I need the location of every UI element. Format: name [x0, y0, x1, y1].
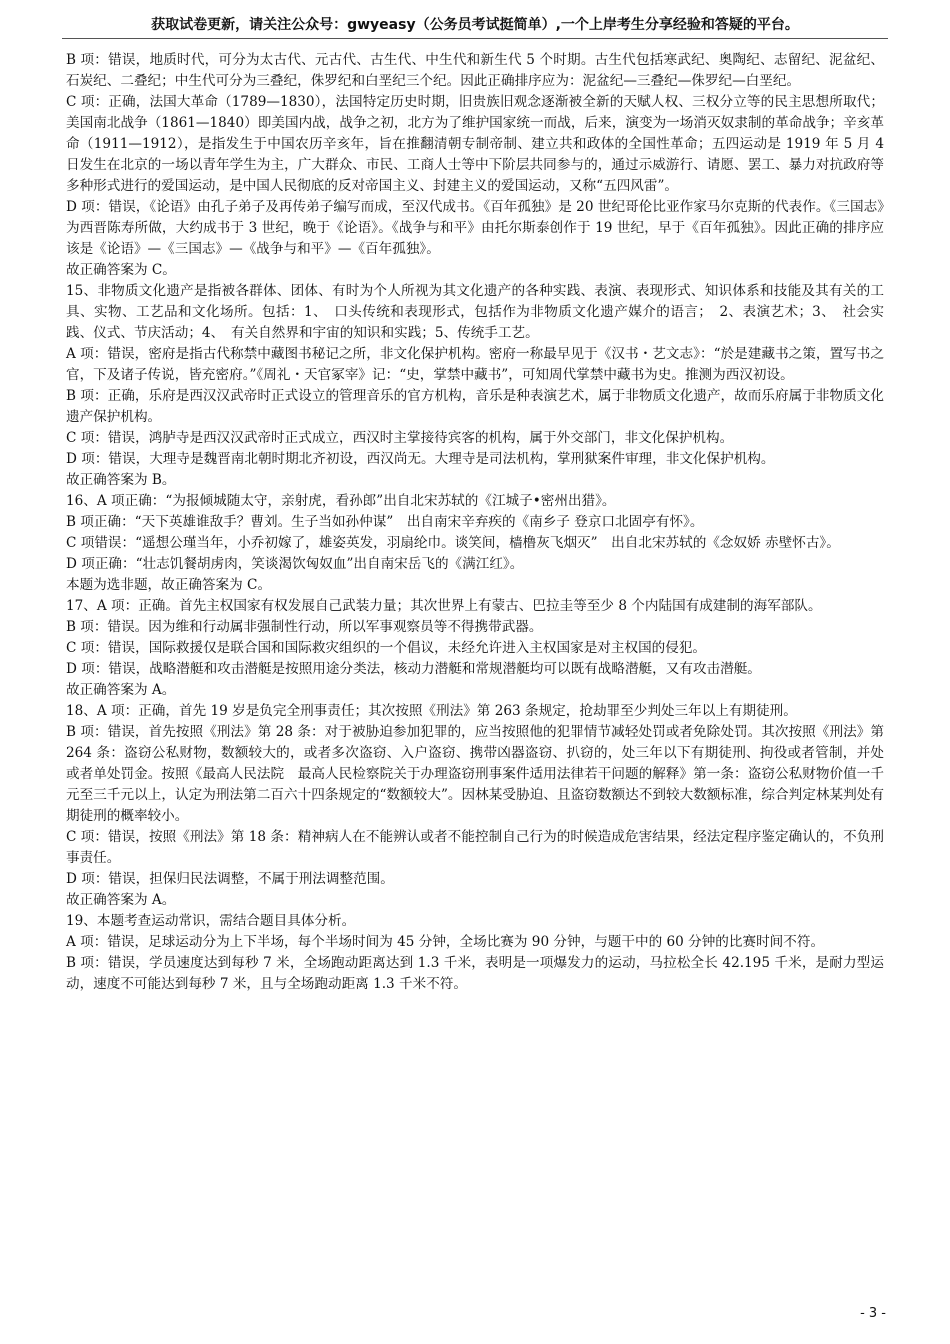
paragraph: C 项错误：“遥想公瑾当年，小乔初嫁了，雄姿英发，羽扇纶巾。谈笑间，樯橹灰飞烟灭” 出自北宋苏轼的《念奴娇 赤壁怀古》。	[66, 535, 840, 551]
paragraph: 19、本题考查运动常识，需结合题目具体分析。	[66, 913, 356, 929]
paragraph: D 项：错误，《论语》由孔子弟子及再传弟子编写而成，至汉代成书。《百年孤独》是 20 世纪哥伦比亚作家马尔克斯的代表作。《三国志》为西晋陈寿所做，大约成书于 3 世纪，晚于《论语》。《战争与和平》由托尔斯泰创作于 19 世纪，早于《百年孤独》。因此正确的排序应该是《论语》—《三国志》—《战争与和平》—《百年孤独》。	[66, 199, 884, 257]
paragraph: C 项：正确，法国大革命（1789—1830），法国特定历史时期，旧贵族旧观念逐渐被全新的天赋人权、三权分立等的民主思想所取代；美国南北战争（1861—1840）即美国内战，战争之初，北方为了维护国家统一而战，后来，演变为一场消灭奴隶制的革命战争；辛亥革命（1911—1912），是指发生于中国农历辛亥年，旨在推翻清朝专制帝制、建立共和政体的全国性革命；五四运动是 1919 年 5 月 4 日发生在北京的一场以青年学生为主，广大群众、市民、工商人士等中下阶层共同参与的，通过示威游行、请愿、罢工、暴力对抗政府等多种形式进行的爱国运动，是中国人民彻底的反对帝国主义、封建主义的爱国运动，又称“五四风雷”。	[66, 94, 884, 194]
paragraph: 故正确答案为 A。	[66, 892, 176, 908]
paragraph: 故正确答案为 A。	[66, 682, 176, 698]
paragraph: C 项：错误，国际救援仅是联合国和国际救灾组织的一个倡议，未经允许进入主权国家是对主权国的侵犯。	[66, 640, 707, 656]
paragraph: D 项：错误，大理寺是魏晋南北朝时期北齐初设，西汉尚无。大理寺是司法机构，掌刑狱案件审理，非文化保护机构。	[66, 451, 775, 467]
header-rule	[62, 38, 888, 39]
paragraph: 故正确答案为 B。	[66, 472, 176, 488]
page-header: 获取试卷更新，请关注公众号：gwyeasy（公务员考试挺简单）,一个上岸考生分享经验和答疑的平台。	[151, 17, 799, 33]
paragraph: 17、A 项：正确。首先主权国家有权发展自己武装力量；其次世界上有蒙古、巴拉圭等至少 8 个内陆国有成建制的海军部队。	[66, 598, 822, 614]
paragraph: B 项正确：“天下英雄谁敌手？曹刘。生子当如孙仲谋” 出自南宋辛弃疾的《南乡子 登京口北固亭有怀》。	[66, 514, 704, 530]
paragraph: 16、A 项正确：“为报倾城随太守，亲射虎，看孙郎”出自北宋苏轼的《江城子•密州出猎》。	[66, 493, 616, 509]
document-body	[66, 50, 884, 995]
paragraph: D 项正确：“壮志饥餐胡虏肉，笑谈渴饮匈奴血”出自南宋岳飞的《满江红》。	[66, 556, 524, 572]
paragraph: 故正确答案为 C。	[66, 262, 176, 278]
paragraph: B 项：错误，地质时代，可分为太古代、元古代、古生代、中生代和新生代 5 个时期。古生代包括寒武纪、奥陶纪、志留纪、泥盆纪、石炭纪、二叠纪；中生代可分为三叠纪，侏罗纪和白垩纪三个纪。因此正确排序应为：泥盆纪—三叠纪—侏罗纪—白垩纪。	[66, 52, 884, 89]
paragraph: B 项：错误。因为维和行动属非强制性行动，所以军事观察员等不得携带武器。	[66, 619, 543, 635]
paragraph: B 项：错误，学员速度达到每秒 7 米，全场跑动距离达到 1.3 千米，表明是一项爆发力的运动，马拉松全长 42.195 千米，是耐力型运动，速度不可能达到每秒 7 米，且与全场跑动距离 1.3 千米不符。	[66, 955, 884, 992]
paragraph: 本题为选非题，故正确答案为 C。	[66, 577, 272, 593]
paragraph: 15、非物质文化遗产是指被各群体、团体、有时为个人所视为其文化遗产的各种实践、表演、表现形式、知识体系和技能及其有关的工具、实物、工艺品和文化场所。包括：1、 口头传统和表现形式，包括作为非物质文化遗产媒介的语言； 2、表演艺术；3、 社会实践、仪式、节庆活动；4、 有关自然界和宇宙的知识和实践；5、传统手工艺。	[66, 283, 884, 341]
paragraph: B 项：正确，乐府是西汉汉武帝时正式设立的管理音乐的官方机构，音乐是种表演艺术，属于非物质文化遗产，故而乐府属于非物质文化遗产保护机构。	[66, 388, 884, 425]
paragraph: C 项：错误，按照《刑法》第 18 条：精神病人在不能辨认或者不能控制自己行为的时候造成危害结果，经法定程序鉴定确认的，不负刑事责任。	[66, 829, 884, 866]
paragraph: D 项：错误，战略潜艇和攻击潜艇是按照用途分类法，核动力潜艇和常规潜艇均可以既有战略潜艇，又有攻击潜艇。	[66, 661, 761, 677]
paragraph: A 项：错误，密府是指古代称禁中藏图书秘记之所，非文化保护机构。密府一称最早见于《汉书・艺文志》：“於是建藏书之策，置写书之官，下及诸子传说，皆充密府。”《周礼・天官冢宰》记：“史，掌禁中藏书”，可知周代掌禁中藏书为史。推测为西汉初设。	[66, 346, 884, 383]
paragraph: 18、A 项：正确，首先 19 岁是负完全刑事责任；其次按照《刑法》第 263 条规定，抢劫罪至少判处三年以上有期徒刑。	[66, 703, 797, 719]
paragraph: C 项：错误，鸿胪寺是西汉汉武帝时正式成立，西汉时主掌接待宾客的机构，属于外交部门，非文化保护机构。	[66, 430, 734, 446]
paragraph: B 项：错误，首先按照《刑法》第 28 条：对于被胁迫参加犯罪的，应当按照他的犯罪情节减轻处罚或者免除处罚。其次按照《刑法》第 264 条：盗窃公私财物，数额较大的，或者多次盗窃、入户盗窃、携带凶器盗窃、扒窃的，处三年以下有期徒刑、拘役或者管制，并处或者单处罚金。按照《最高人民法院 最高人民检察院关于办理盗窃刑事案件适用法律若干问题的解释》第一条：盗窃公私财物价值一千元至三千元以上，认定为刑法第二百六十四条规定的“数额较大”。因林某受胁迫、且盗窃数额达不到较大数额标准，综合判定林某判处有期徒刑的概率较小。	[66, 724, 884, 824]
page-number: - 3 -	[860, 1306, 886, 1321]
paragraph: D 项：错误，担保归民法调整，不属于刑法调整范围。	[66, 871, 394, 887]
paragraph: A 项：错误，足球运动分为上下半场，每个半场时间为 45 分钟，全场比赛为 90 分钟，与题干中的 60 分钟的比赛时间不符。	[66, 934, 825, 950]
